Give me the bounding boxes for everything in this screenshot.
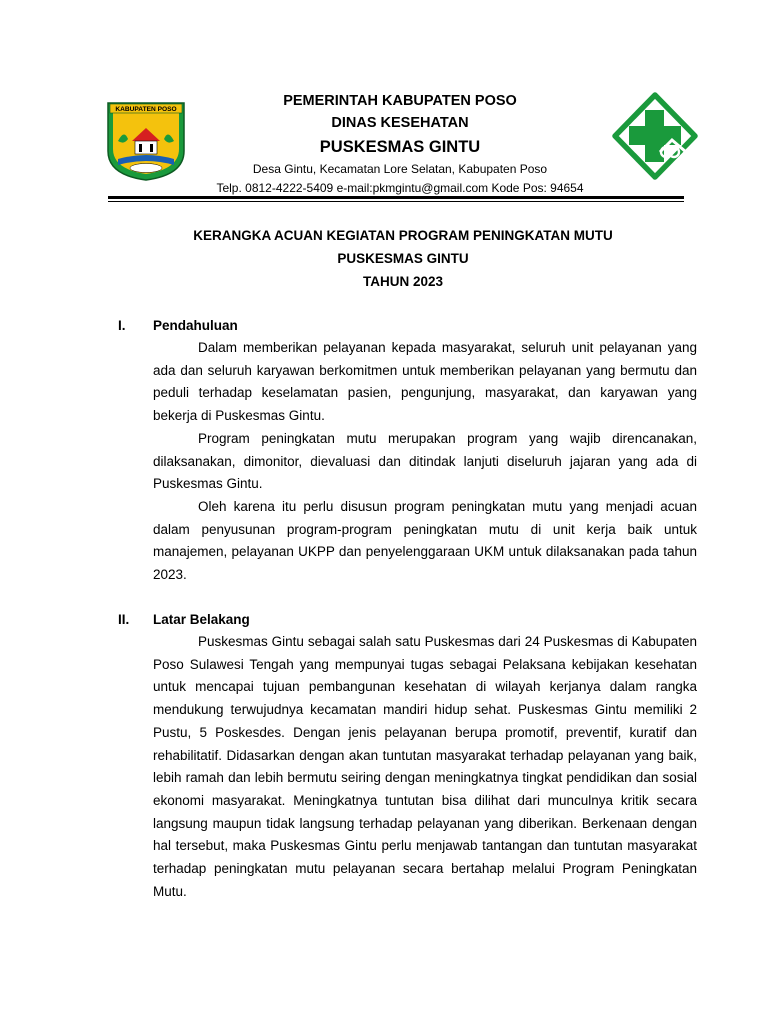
header-government: PEMERINTAH KABUPATEN POSO	[283, 93, 517, 109]
header-institution: PUSKESMAS GINTU	[319, 138, 481, 156]
section-number: I.	[118, 318, 126, 333]
paragraph: Dalam memberikan pelayanan kepada masyarakat, seluruh unit pelayanan yang ada dan seluruh karyawan berkomitmen untuk memberikan pelayanan yang bermutu dan peduli terhadap keselamatan pasien, pengunjung, masyarakat, dan karyawan yang bekerja di Puskesmas Gintu.	[153, 340, 697, 424]
logo-left-text: KABUPATEN POSO	[115, 106, 177, 113]
section-title: Pendahuluan	[153, 318, 238, 333]
header-address: Desa Gintu, Kecamatan Lore Selatan, Kabupaten Poso	[252, 162, 548, 176]
document-title-line3: TAHUN 2023	[362, 274, 444, 289]
section-title: Latar Belakang	[153, 612, 250, 627]
puskesmas-logo	[612, 92, 698, 180]
paragraph: Oleh karena itu perlu disusun program peningkatan mutu yang menjadi acuan dalam penyusunan program-program peningkatan mutu di unit kerja baik untuk manajemen, pelayanan UKPP dan penyelenggaraan UKM untuk dilaksanakan pada tahun 2023.	[153, 499, 697, 583]
document-title-line2: PUSKESMAS GINTU	[337, 251, 469, 266]
header-divider-thick	[108, 196, 684, 199]
section-number: II.	[118, 612, 130, 627]
header-department: DINAS KESEHATAN	[331, 115, 469, 131]
document-title-line1: KERANGKA ACUAN KEGIATAN PROGRAM PENINGKATAN MUTU	[193, 228, 613, 243]
paragraph: Program peningkatan mutu merupakan program yang wajib direncanakan, dilaksanakan, dimonitor, dievaluasi dan ditindak lanjuti diseluruh jajaran yang ada di Puskesmas Gintu.	[153, 431, 697, 492]
header-contact: Telp. 0812-4222-5409 e-mail:pkmgintu@gmail.com Kode Pos: 94654	[216, 181, 584, 195]
paragraph: Puskesmas Gintu sebagai salah satu Puskesmas dari 24 Puskesmas di Kabupaten Poso Sulawesi Tengah yang mempunyai tugas sebagai Pelaksana kebijakan kesehatan untuk mencapai tujuan pembangunan kesehatan di wilayah kerjanya dalam rangka mendukung terwujudnya kecamatan mandiri hidup sehat. Puskesmas Gintu memiliki 2 Pustu, 5 Poskesdes. Dengan jenis pelayanan berupa promotif, preventif, kuratif dan rehabilitatif. Didasarkan dengan akan tuntutan masyarakat terhadap pelayanan yang baik, lebih ramah dan lebih bermutu seiring dengan meningkatnya tingkat pendidikan dan sosial ekonomi masyarakat. Meningkatnya tuntutan bisa dilihat dari munculnya kritik secara langsung maupun tidak langsung terhadap pelayanan yang diberikan. Berkenaan dengan hal tersebut, maka Puskesmas Gintu perlu menjawab tantangan dan tuntutan masyarakat terhadap peningkatan mutu pelayanan secara bertahap melalui Program Peningkatan Mutu.	[153, 634, 697, 899]
header-divider-thin	[108, 201, 684, 202]
kabupaten-poso-logo	[104, 101, 188, 181]
